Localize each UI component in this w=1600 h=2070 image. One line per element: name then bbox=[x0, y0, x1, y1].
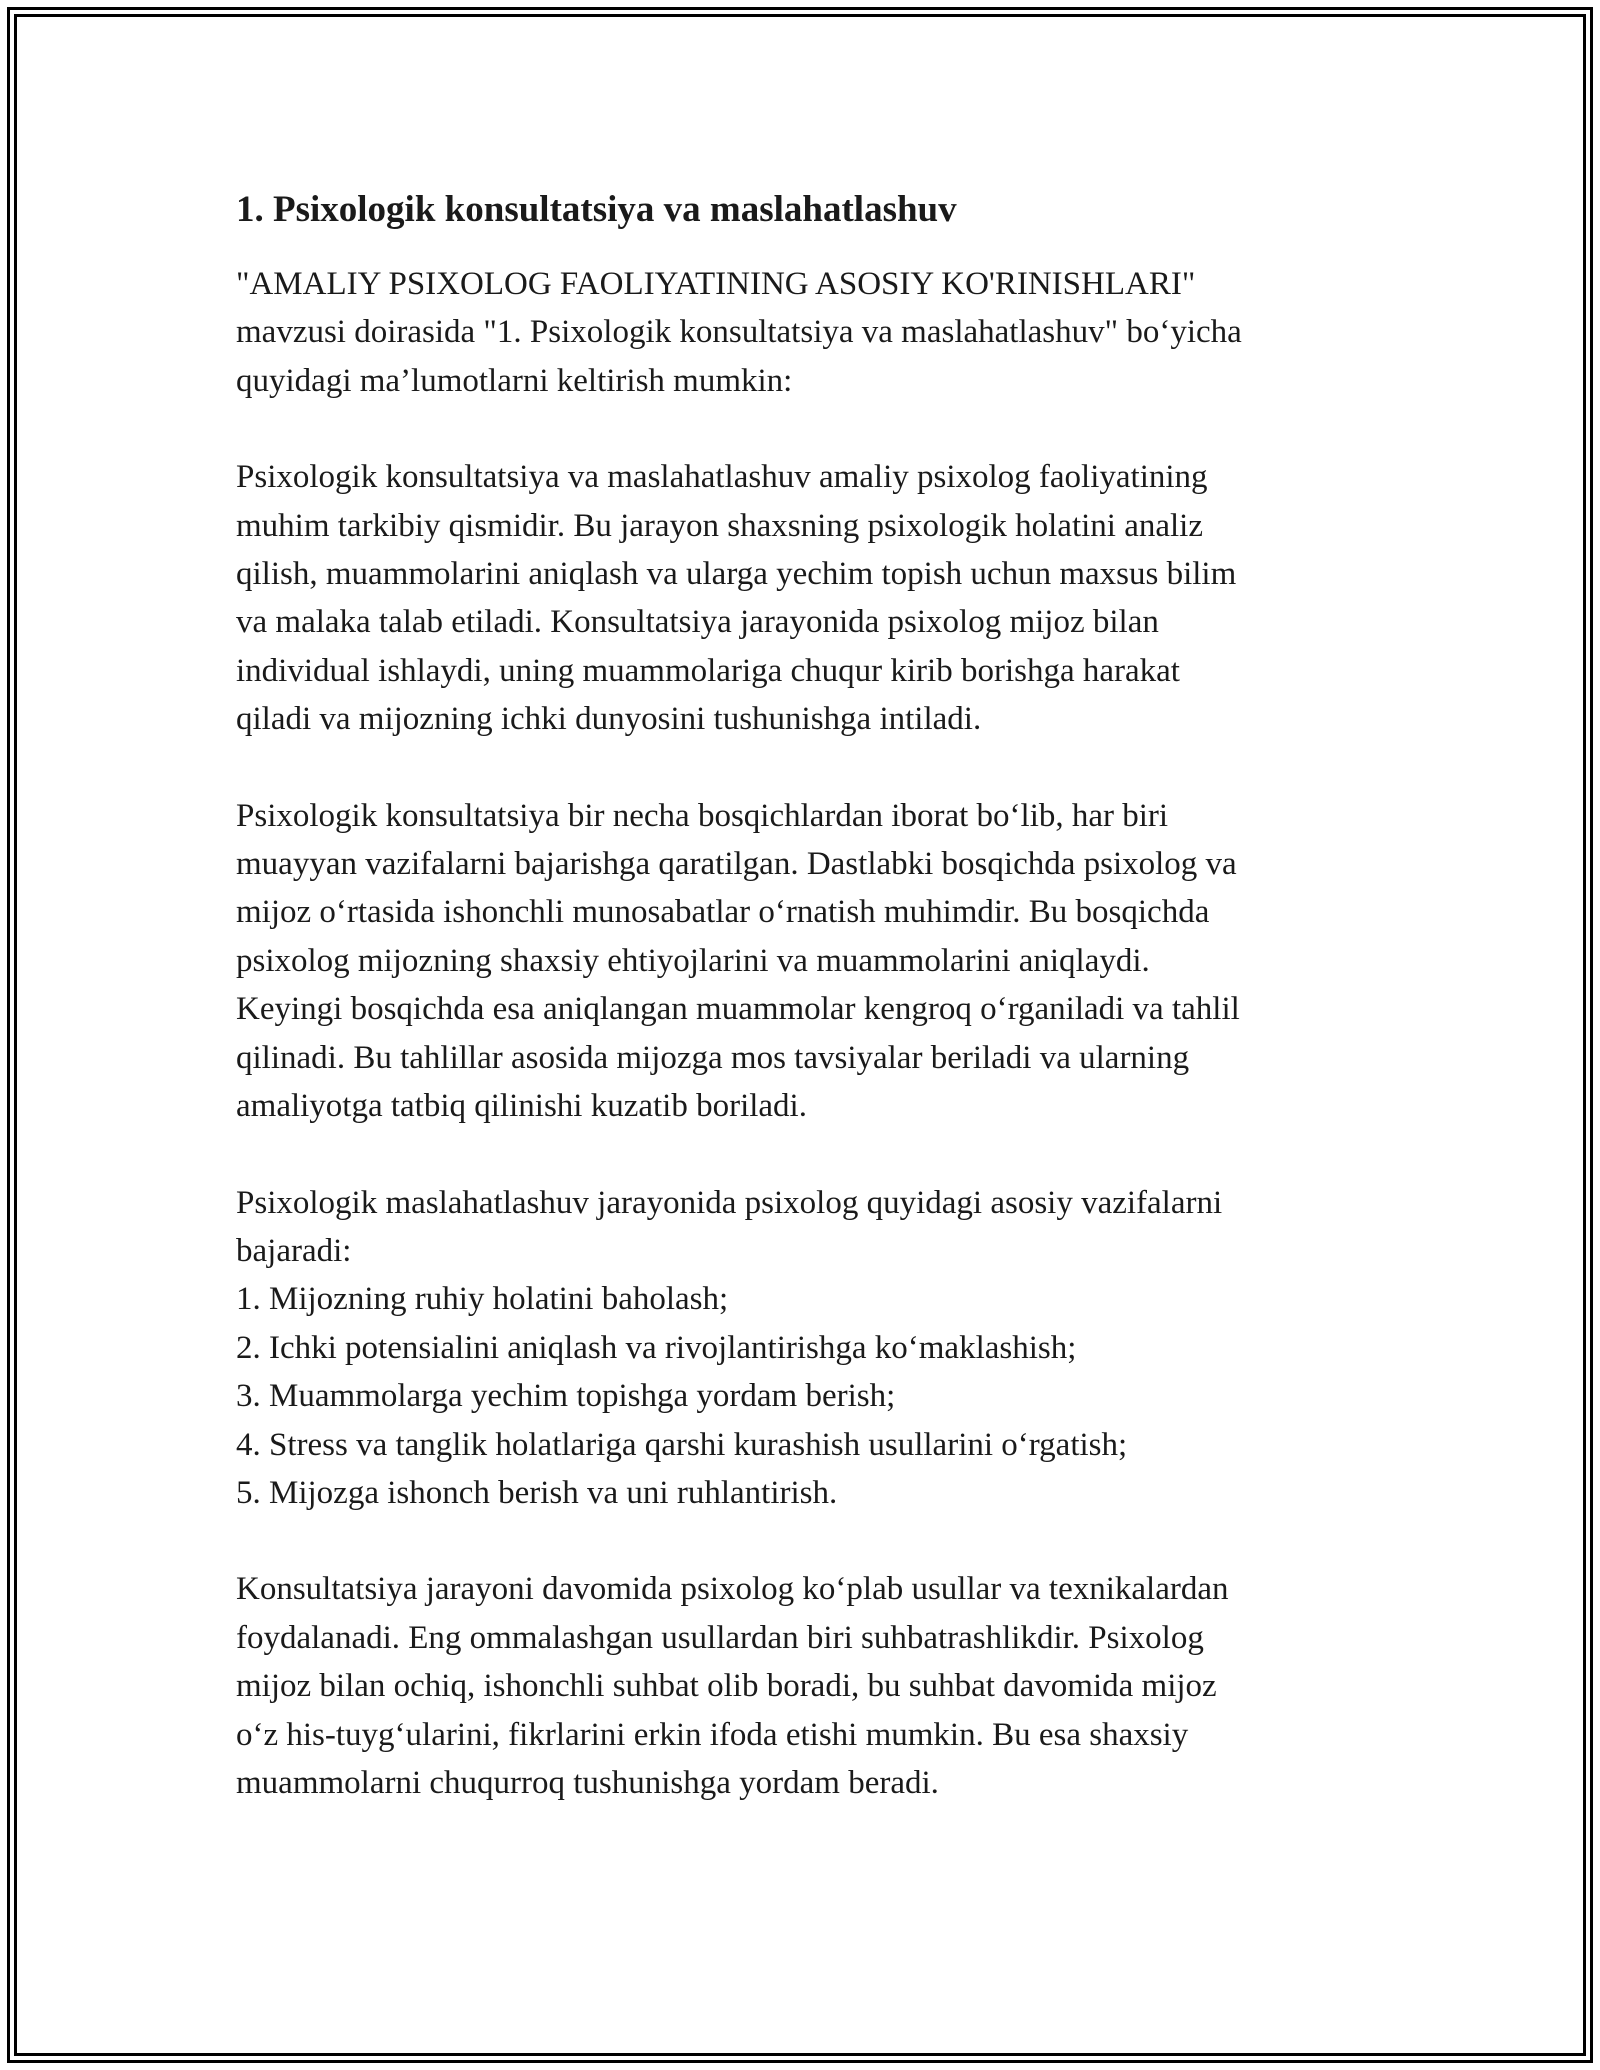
list-item: 1. Mijozning ruhiy holatini baholash; bbox=[236, 1281, 729, 1318]
definition-paragraph: Psixologik konsultatsiya va maslahatlashuv amaliy psixolog faoliyatining muhim tarkibiy qismidir. Bu jarayon shaxsning psixologik holatini analiz qilish, muammolarini aniqlash va ularga yechim topish uchun maxsus bilim va malaka talab etiladi. Konsultatsiya jarayonida psixolog mijoz bilan individual ishlaydi, uning muammolariga chuqur kirib borishga harakat qiladi va mijozning ichki dunyosini tushunishga intiladi. bbox=[236, 459, 1237, 738]
list-item: 2. Ichki potensialini aniqlash va rivojlantirishga ko‘maklashish; bbox=[236, 1329, 1077, 1366]
intro-paragraph: "AMALIY PSIXOLOG FAOLIYATINING ASOSIY KO'RINISHLARI" mavzusi doirasida "1. Psixologik konsultatsiya va maslahatlashuv" bo‘yicha quyidagi ma’lumotlarni keltirish mumkin: bbox=[236, 266, 1242, 399]
list-item: 3. Muammolarga yechim topishga yordam berish; bbox=[236, 1378, 896, 1415]
stages-paragraph: Psixologik konsultatsiya bir necha bosqichlardan iborat bo‘lib, har biri muayyan vazifalarni bajarishga qaratilgan. Dastlabki bosqichda psixolog va mijoz o‘rtasida ishonchli munosabatlar o‘rnatish muhimdir. Bu bosqichda psixolog mijozning shaxsiy ehtiyojlarini va muammolarini aniqlaydi. Keyingi bosqichda esa aniqlangan muammolar kengroq o‘rganiladi va tahlil qilinadi. Bu tahlillar asosida mijozga mos tavsiyalar beriladi va ularning amaliyotga tatbiq qilinishi kuzatib boriladi. bbox=[236, 797, 1240, 1125]
closing-paragraph: Konsultatsiya jarayoni davomida psixolog ko‘plab usullar va texnikalardan foydalanadi. Eng ommalashgan usullardan biri suhbatrashlikdir. Psixolog mijoz bilan ochiq, ishonchli suhbat olib boradi, bu suhbat davomida mijoz o‘z his-tuyg‘ularini, fikrlarini erkin ifoda etishi mumkin. Bu esa shaxsiy muammolarni chuqurroq tushunishga yordam beradi. bbox=[236, 1571, 1229, 1801]
document-body bbox=[236, 186, 1386, 1855]
list-item: 5. Mijozga ishonch berish va uni ruhlantirish. bbox=[236, 1474, 838, 1511]
tasks-section bbox=[236, 1179, 1386, 1518]
document-title: 1. Psixologik konsultatsiya va maslahatlashuv bbox=[236, 189, 957, 230]
list-item: 4. Stress va tanglik holatlariga qarshi kurashish usullarini o‘rgatish; bbox=[236, 1426, 1128, 1463]
tasks-list bbox=[236, 1275, 1386, 1517]
tasks-intro: Psixologik maslahatlashuv jarayonida psixolog quyidagi asosiy vazifalarni bajaradi: bbox=[236, 1184, 1223, 1269]
